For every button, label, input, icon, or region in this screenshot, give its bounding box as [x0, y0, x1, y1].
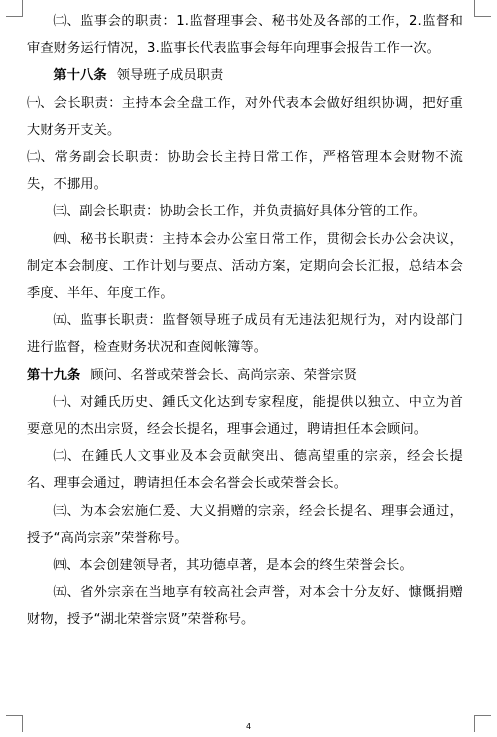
article-number: 第十八条 [53, 68, 107, 84]
clause-paragraph [27, 226, 463, 308]
clause-marker: ㈤ [53, 313, 67, 329]
clause-paragraph [27, 307, 463, 361]
clause-text: 、秘书长职责：主持本会办公室日常工作，贯彻会长办公会决议，制定本会制度、工作计划与要点、活动方案，定期向会长汇报，总结本会季度、半年、年度工作。 [27, 231, 463, 302]
clause-marker: ㈡ [53, 449, 67, 465]
article-heading [27, 362, 463, 389]
clause-text: 、监事会的职责：1.监督理事会、秘书处及各部的工作，2.监督和审查财务运行情况，3.监事长代表监事会每年向理事会报告工作一次。 [27, 14, 464, 57]
clause-text: 、副会长职责：协助会长工作，并负责搞好具体分管的工作。 [66, 204, 427, 220]
clause-paragraph [27, 144, 463, 198]
clause-text: 、省外宗亲在当地享有较高社会声誉，对本会十分友好、慷慨捐赠财物，授予“湖北荣誉宗贤”荣誉称号。 [27, 585, 463, 628]
clause-text: 、监事长职责：监督领导班子成员有无违法犯规行为，对内设部门进行监督，检查财务状况和查阅帐簿等。 [27, 313, 463, 356]
clause-paragraph [27, 389, 463, 443]
clause-marker: ㈡ [53, 14, 67, 29]
article-heading [27, 62, 463, 89]
clause-text: 、在鍾氏人文事业及本会贡献突出、德高望重的宗亲，经会长提名、理事会通过，聘请担任本会名誉会长或荣誉会长。 [27, 449, 463, 492]
article-title: 领导班子成员职责 [116, 68, 224, 84]
clause-paragraph [27, 552, 463, 579]
clause-paragraph [27, 8, 463, 62]
clause-paragraph [27, 498, 463, 552]
clause-marker: ㈢ [53, 503, 67, 519]
article-title: 顾问、名誉或荣誉会长、高尚宗亲、荣誉宗贤 [90, 367, 358, 383]
clause-text: 、会长职责：主持本会全盘工作，对外代表本会做好组织协调，把好重大财务开支关。 [27, 95, 464, 138]
article-number: 第十九条 [27, 367, 81, 383]
clause-marker: ㈣ [53, 558, 67, 574]
crop-mark-top-left [6, 0, 23, 17]
clause-text: 、为本会宏施仁爰、大义捐赠的宗亲，经会长提名、理事会通过，授予“高尚宗亲”荣誉称号。 [27, 503, 463, 546]
document-body [27, 8, 463, 634]
clause-text: 、常务副会长职责：协助会长主持日常工作，严格管理本会财物不流失，不挪用。 [27, 150, 464, 193]
clause-marker: ㈣ [53, 231, 67, 247]
clause-paragraph [27, 90, 463, 144]
crop-mark-top-right [474, 0, 491, 17]
page-number: 4 [245, 722, 252, 731]
clause-marker: ㈢ [53, 204, 67, 220]
clause-marker: ㈠ [27, 95, 41, 111]
clause-marker: ㈡ [27, 150, 41, 166]
clause-paragraph [27, 198, 463, 225]
clause-paragraph [27, 443, 463, 497]
clause-text: 、对鍾氏历史、鍾氏文化达到专家程度，能提供以独立、中立为首要意见的杰出宗贤，经会长提名，理事会通过，聘请担任本会顾问。 [27, 394, 463, 438]
clause-paragraph [27, 579, 463, 633]
clause-marker: ㈠ [53, 394, 67, 410]
clause-text: 、本会创建领导者，其功德卓著，是本会的终生荣誉会长。 [66, 558, 413, 574]
clause-marker: ㈤ [53, 585, 67, 601]
